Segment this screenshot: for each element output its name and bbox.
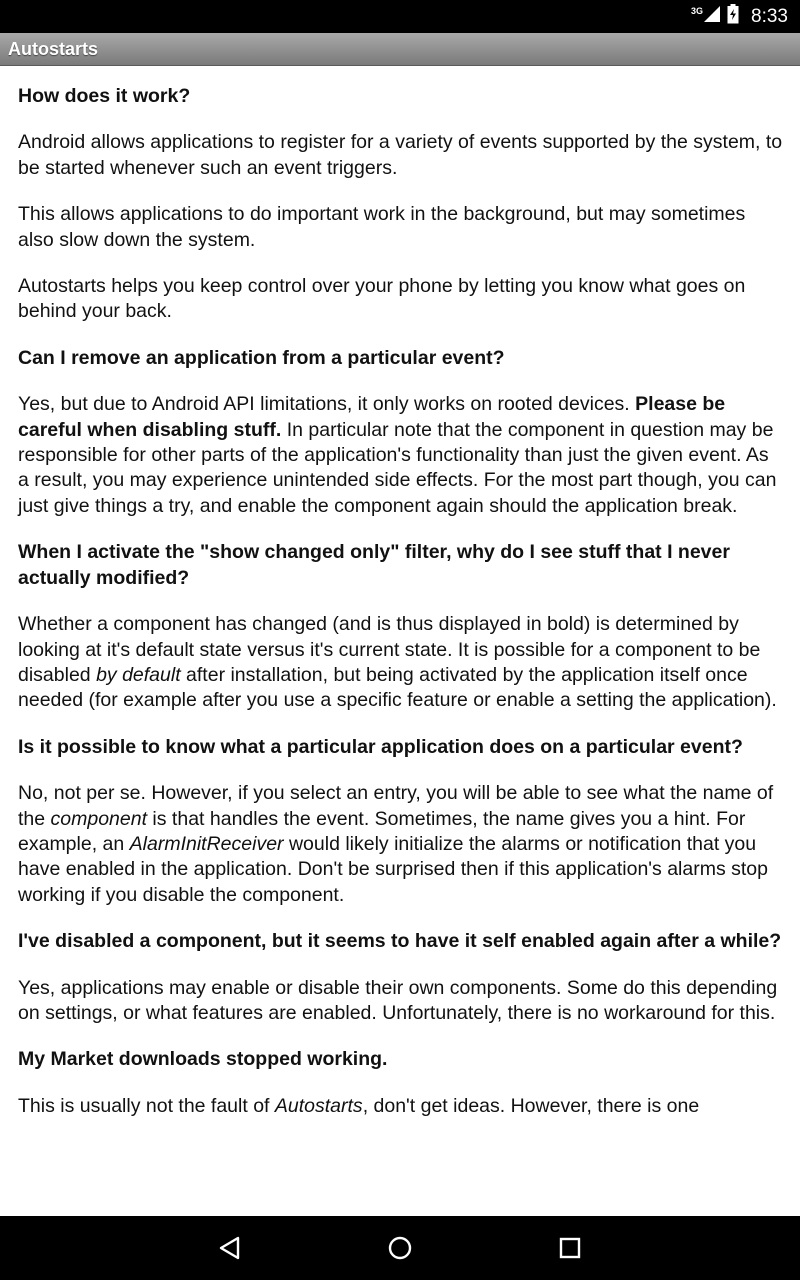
navigation-bar bbox=[0, 1216, 800, 1280]
answer-emphasis-italic: Autostarts bbox=[274, 1094, 363, 1117]
home-button[interactable] bbox=[380, 1228, 420, 1268]
home-icon bbox=[387, 1235, 413, 1261]
faq-answer bbox=[18, 274, 784, 325]
faq-content[interactable] bbox=[0, 66, 800, 1216]
faq-question: When I activate the "show changed only" filter, why do I see stuff that I never actually modified? bbox=[18, 541, 730, 589]
faq-answer bbox=[18, 781, 784, 908]
title-bar bbox=[0, 33, 800, 66]
answer-text: Yes, but due to Android API limitations, it only works on rooted devices. bbox=[18, 393, 636, 416]
back-button[interactable] bbox=[210, 1228, 250, 1268]
signal-icon bbox=[703, 5, 721, 28]
answer-text: Yes, applications may enable or disable their own components. Some do this depending on settings, or what features are enabled. Unfortunately, there is no workaround for this. bbox=[18, 976, 778, 1024]
faq-list bbox=[18, 84, 784, 1119]
faq-question: How does it work? bbox=[18, 85, 191, 107]
status-icons bbox=[691, 4, 788, 29]
recents-icon bbox=[558, 1236, 582, 1260]
faq-answer bbox=[18, 1094, 784, 1119]
faq-answer bbox=[18, 130, 784, 181]
answer-text: In particular note that the component in question may be responsible for other parts of the application's functionality than just the given event. As a result, you may experience unintended side effects. For the most part though, you can just give things a try, and enable the component again should the application break. bbox=[18, 418, 777, 517]
faq-question: Is it possible to know what a particular application does on a particular event? bbox=[18, 735, 743, 758]
answer-text: No, not per se. However, if you select an entry, you will be able to see what the name of the bbox=[18, 782, 774, 830]
clock: 8:33 bbox=[751, 5, 788, 27]
answer-text: This allows applications to do important work in the background, but may sometimes also slow down the system. bbox=[18, 203, 746, 251]
faq-answer bbox=[18, 976, 784, 1027]
answer-text: This is usually not the fault of bbox=[18, 1094, 275, 1117]
battery-icon bbox=[727, 4, 739, 29]
faq-answer bbox=[18, 612, 784, 714]
answer-text: Autostarts helps you keep control over your phone by letting you know what goes on behind your back. bbox=[18, 275, 746, 323]
network-type-label: 3G bbox=[691, 5, 704, 16]
answer-text: is that handles the event. Sometimes, the name gives you a hint. For example, an bbox=[18, 807, 746, 855]
answer-text: Android allows applications to register for a variety of events supported by the system, to be started whenever such an event triggers. bbox=[18, 131, 783, 179]
answer-text: , don't get ideas. However, there is one bbox=[362, 1094, 700, 1117]
app-title: Autostarts bbox=[8, 38, 99, 59]
answer-emphasis-italic: by default bbox=[96, 663, 181, 686]
status-bar bbox=[0, 0, 800, 33]
answer-emphasis-bold: Please be careful when disabling stuff. bbox=[18, 393, 726, 441]
faq-question: Can I remove an application from a particular event? bbox=[18, 346, 505, 369]
answer-text: after installation, but being activated by the application itself once needed (for example after you use a specific feature or enable a setting the application). bbox=[18, 663, 777, 712]
recents-button[interactable] bbox=[550, 1228, 590, 1268]
answer-emphasis-italic: component bbox=[50, 807, 148, 830]
faq-answer bbox=[18, 202, 784, 253]
answer-text: Whether a component has changed (and is thus displayed in bold) is determined by looking at it's default state versus it's current state. It is possible for a component to be disabled bbox=[18, 613, 761, 686]
faq-question: My Market downloads stopped working. bbox=[18, 1048, 388, 1071]
answer-emphasis-italic: AlarmInitReceiver bbox=[129, 832, 284, 855]
faq-question: I've disabled a component, but it seems to have it self enabled again after a while? bbox=[18, 930, 782, 953]
answer-text: would likely initialize the alarms or notification that you have enabled in the application. Don't be surprised then if this application's alarms stop working if you disable the component. bbox=[18, 832, 768, 906]
faq-answer bbox=[18, 392, 784, 519]
back-icon bbox=[217, 1235, 243, 1261]
